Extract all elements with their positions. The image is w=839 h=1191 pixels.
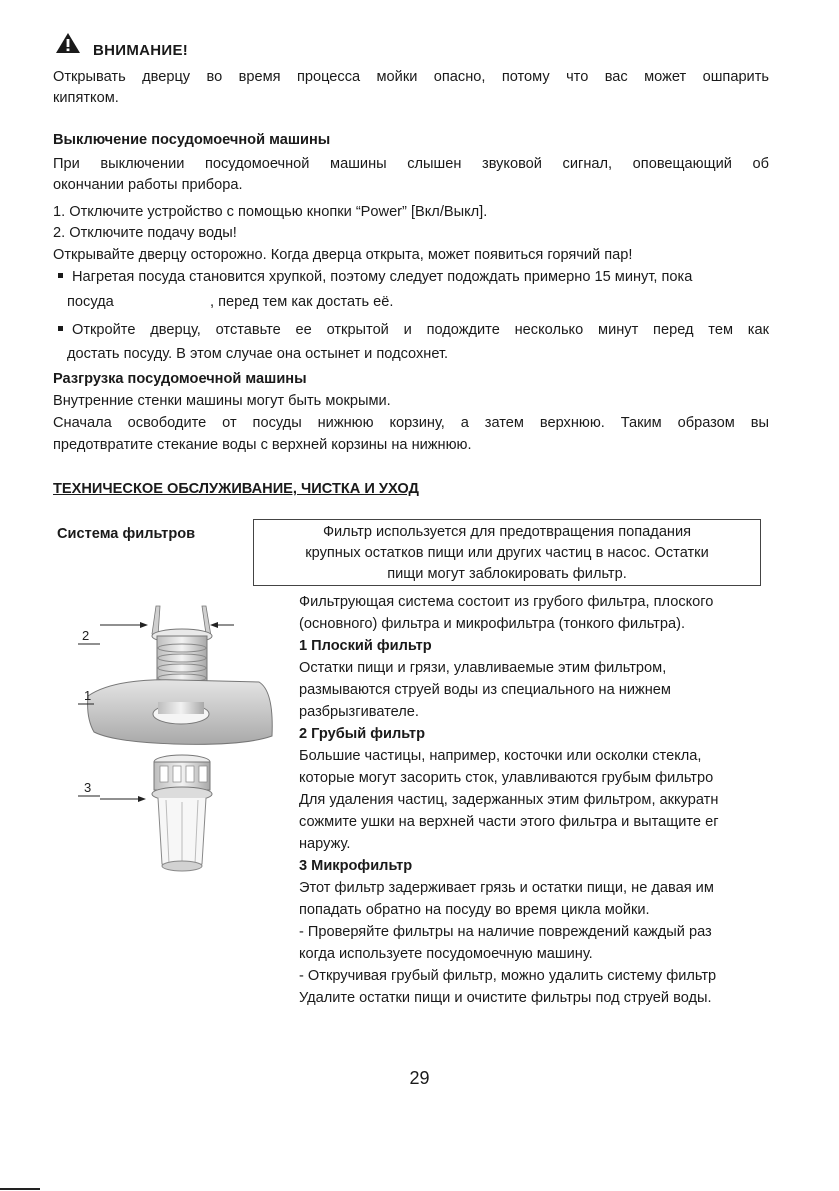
filter-p1-line1: Фильтрующая система состоит из грубого фильтра, плоского [299, 594, 714, 610]
filter-p3-line2: которые могут засорить сток, улавливаются грубым фильтро [299, 770, 714, 786]
bullet-1-line2a: посуда [67, 294, 114, 310]
flat-filter-heading: 1 Плоский фильтр [299, 638, 432, 654]
filter-p3-line5: наружу. [299, 836, 351, 852]
filter-p2-line1: Остатки пищи и грязи, улавливаемые этим фильтром, [299, 660, 667, 676]
maintenance-heading: ТЕХНИЧЕСКОЕ ОБСЛУЖИВАНИЕ, ЧИСТКА И УХОД [53, 481, 419, 497]
filter-info-box [253, 519, 761, 586]
filter-box-line2: крупных остатков пищи или других частиц в насос. Остатки [305, 545, 709, 561]
callout-3-label: 3 [84, 780, 92, 795]
shutdown-step-2: 2. Отключите подачу воды! [53, 225, 237, 241]
filter-p3-line4: сожмите ушки на верхней части этого фильтра и вытащите ег [299, 814, 719, 830]
flat-filter [88, 680, 273, 745]
warning-title: ВНИМАНИЕ! [93, 42, 189, 59]
page-number: 29 [409, 1068, 430, 1088]
bullet-2-line1: Откройте дверцу, отставьте ее открытой и подождите несколько минут перед тем как [72, 322, 769, 338]
bullet-2-line2: достать посуду. В этом случае она остынет и подсохнет. [67, 346, 449, 362]
bullet-square-icon [58, 273, 63, 278]
filter-p5-line2: когда используете посудомоечную машину. [299, 946, 593, 962]
unload-line3: предотвратите стекание воды с верхней корзины на нижнюю. [53, 437, 472, 453]
bullet-1-line1: Нагретая посуда становится хрупкой, поэтому следует подождать примерно 15 минут, пока [72, 269, 693, 285]
bullet-square-icon [58, 326, 63, 331]
filter-box-line3: пищи могут заблокировать фильтр. [387, 566, 627, 582]
filter-p4-line1: Этот фильтр задерживает грязь и остатки пищи, не давая им [299, 880, 714, 896]
filter-p2-line2: размываются струей воды из специального на нижнем [299, 682, 671, 698]
filter-system-label: Система фильтров [57, 526, 196, 542]
filter-p3-line3: Для удаления частиц, задержанных этим фильтром, аккуратн [299, 792, 719, 808]
coarse-filter-heading: 2 Грубый фильтр [299, 726, 425, 742]
callout-2-label: 2 [82, 628, 90, 643]
corner-mark [0, 1188, 40, 1190]
shutdown-intro-line2: окончании работы прибора. [53, 177, 243, 193]
unload-heading: Разгрузка посудомоечной машины [53, 371, 307, 387]
micro-filter-heading: 3 Микрофильтр [299, 858, 413, 874]
callout-1-label: 1 [84, 688, 92, 703]
micro-filter [152, 755, 212, 871]
filter-p4-line2: попадать обратно на посуду во время цикла мойки. [299, 902, 650, 918]
filter-box-line1: Фильтр используется для предотвращения попадания [322, 524, 692, 540]
unload-line1: Внутренние стенки машины могут быть мокрыми. [53, 393, 391, 409]
filter-p6-line2: Удалите остатки пищи и очистите фильтры под струей воды. [299, 990, 712, 1006]
filter-p1-line2: (основного) фильтра и микрофильтра (тонкого фильтра). [299, 616, 685, 632]
unload-line2: Сначала освободите от посуды нижнюю корзину, а затем верхнюю. Таким образом вы [53, 415, 769, 431]
filter-p3-line1: Большие частицы, например, косточки или осколки стекла, [299, 748, 702, 764]
shutdown-caution: Открывайте дверцу осторожно. Когда дверца открыта, может появиться горячий пар! [53, 247, 633, 263]
warning-text-line2: кипятком. [53, 90, 119, 106]
shutdown-step-1: 1. Отключите устройство с помощью кнопки “Power” [Вкл/Выкл]. [53, 204, 488, 220]
shutdown-heading: Выключение посудомоечной машины [53, 132, 331, 148]
filter-p6-line1: - Откручивая грубый фильтр, можно удалить систему фильтр [299, 968, 717, 984]
warning-text-line1: Открывать дверцу во время процесса мойки опасно, потому что вас может ошпарить [53, 69, 769, 85]
filter-p5-line1: - Проверяйте фильтры на наличие повреждений каждый раз [299, 924, 712, 940]
bullet-item-1 [58, 267, 769, 287]
bullet-item-2 [58, 320, 769, 340]
filter-assembly-illustration [74, 596, 280, 896]
bullet-1-line2b: , перед тем как достать её. [210, 294, 394, 310]
shutdown-intro-line1: При выключении посудомоечной машины слышен звуковой сигнал, оповещающий об [53, 156, 769, 172]
filter-p2-line3: разбрызгивателе. [299, 704, 419, 720]
warning-triangle-icon [55, 32, 81, 54]
